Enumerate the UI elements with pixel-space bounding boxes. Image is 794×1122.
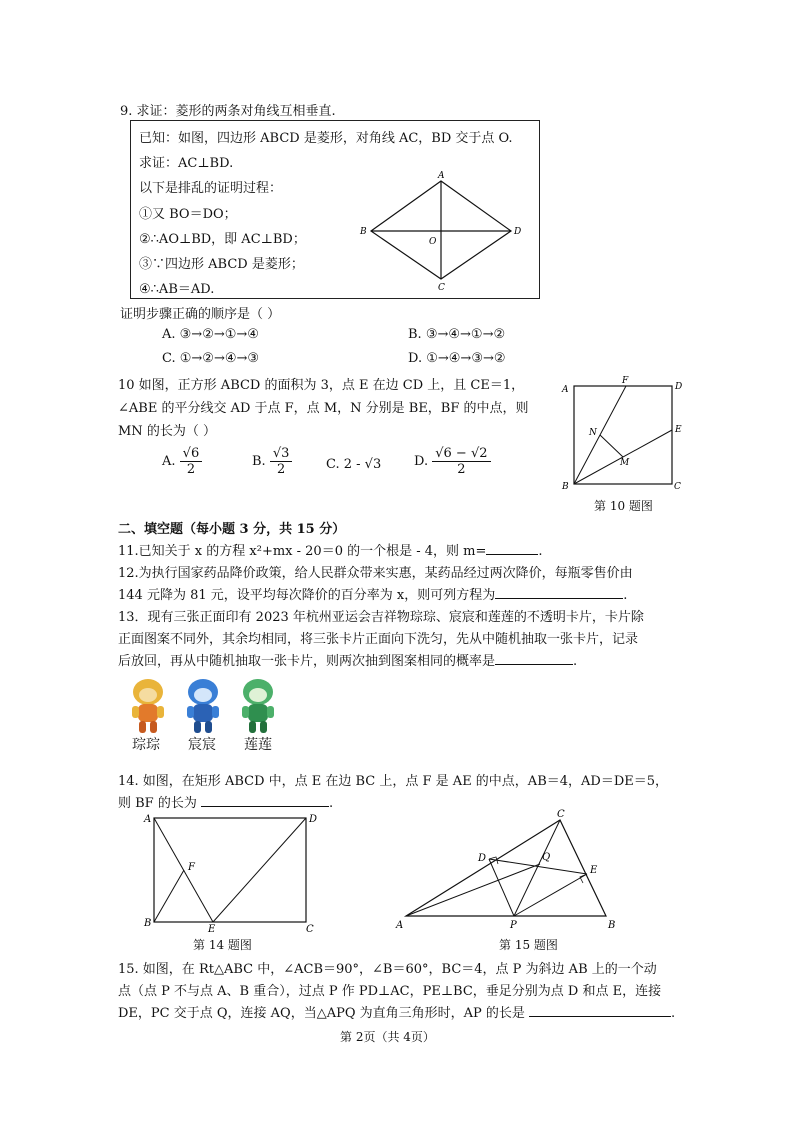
q9-step-2: ②∴AO⊥BD，即 AC⊥BD； bbox=[139, 232, 306, 247]
q9-option-b: B. ③→④→①→② bbox=[408, 327, 506, 342]
q9-option-a: A. ③→②→①→④ bbox=[162, 327, 259, 342]
q9-step-3: ③∵四边形 ABCD 是菱形； bbox=[139, 257, 304, 272]
label-a: A bbox=[438, 171, 445, 181]
label-b: B bbox=[144, 918, 152, 929]
q14-blank[interactable] bbox=[201, 794, 329, 807]
q9-option-c: C. ①→②→④→③ bbox=[162, 351, 260, 366]
q15-line-1: 15. 如图，在 Rt△ABC 中，∠ACB＝90°，∠B＝60°，BC＝4，点 P 为斜边 AB 上的一个动 bbox=[118, 962, 657, 977]
label-e: E bbox=[208, 924, 216, 932]
q9-step-1: ①又 BO＝DO； bbox=[139, 207, 237, 222]
q11: 11.已知关于 x 的方程 x²+mx - 20＝0 的一个根是 - 4，则 m= . bbox=[118, 544, 543, 559]
label-b: B bbox=[360, 227, 367, 237]
q9-proof-box bbox=[130, 120, 540, 299]
q13-line-1: 13．现有三张正面印有 2023 年杭州亚运会吉祥物琮琮、宸宸和莲莲的不透明卡片，卡片除 bbox=[118, 610, 644, 625]
triangle-abc bbox=[406, 820, 606, 916]
q14-caption: 第 14 题图 bbox=[193, 938, 252, 952]
label-c: C bbox=[306, 924, 314, 932]
segment-aq bbox=[406, 864, 540, 916]
label-c: C bbox=[674, 482, 681, 492]
q9-line-intro: 以下是排乱的证明过程： bbox=[139, 181, 283, 196]
q10-line-2: ∠ABE 的平分线交 AD 于点 F，点 M，N 分别是 BE，BF 的中点，则 bbox=[118, 401, 529, 416]
frac-b: $\frac{√3}{2}$ bbox=[270, 446, 293, 477]
q15-blank[interactable] bbox=[529, 1004, 671, 1017]
mascot-lianlian-image bbox=[242, 679, 274, 733]
mascot-label-chenchen: 宸宸 bbox=[188, 737, 216, 753]
label-f: F bbox=[188, 862, 195, 873]
q10-option-b: B. $\frac{√3}{2}$ bbox=[252, 446, 292, 477]
mascot-label-lianlian: 莲莲 bbox=[244, 737, 272, 753]
q15-caption: 第 15 题图 bbox=[499, 938, 558, 952]
q13-line-2: 正面图案不同外，其余均相同，将三张卡片正面向下洗匀，先从中随机抽取一张卡片，记录 bbox=[118, 632, 639, 647]
label-q: Q bbox=[542, 852, 551, 863]
q10-option-c: C. 2 - √3 bbox=[326, 457, 382, 472]
q12-line-1: 12.为执行国家药品降价政策，给人民群众带来实惠，某药品经过两次降价，每瓶零售价由 bbox=[118, 566, 633, 581]
q10-line-1: 10 如图，正方形 ABCD 的面积为 3，点 E 在边 CD 上，且 CE＝1， bbox=[118, 378, 525, 393]
segment-mn bbox=[600, 435, 623, 457]
label-a: A bbox=[396, 920, 404, 930]
q15-line-2: 点（点 P 不与点 A、B 重合），过点 P 作 PD⊥AC，PE⊥BC，垂足分别为点 D 和点 E，连接 bbox=[118, 984, 662, 999]
q10-caption: 第 10 题图 bbox=[594, 499, 653, 513]
frac-a: $\frac{√6}{2}$ bbox=[180, 446, 203, 477]
label-b: B bbox=[562, 482, 569, 492]
q10-line-3: MN 的长为（ ） bbox=[118, 424, 216, 439]
q14-line-1: 14. 如图，在矩形 ABCD 中，点 E 在边 BC 上，点 F 是 AE 的中点，AB＝4，AD＝DE＝5， bbox=[118, 774, 669, 789]
q13-line-3: 后放回，再从中随机抽取一张卡片，则两次抽到图案相同的概率是 . bbox=[118, 654, 578, 669]
q14-line-2: 则 BF 的长为 . bbox=[118, 796, 334, 811]
mascot-figures bbox=[120, 674, 290, 736]
page-footer: 第 2页（共 4页） bbox=[340, 1030, 435, 1044]
q9-step-4: ④∴AB＝AD. bbox=[139, 282, 215, 297]
q9-option-d: D. ①→④→③→② bbox=[408, 351, 506, 366]
q9-ask: 证明步骤正确的顺序是（ ） bbox=[120, 307, 281, 322]
label-d: D bbox=[478, 853, 487, 864]
label-e: E bbox=[675, 425, 682, 435]
label-d: D bbox=[309, 814, 318, 825]
q13-blank[interactable] bbox=[495, 652, 573, 665]
q12-line-2: 144 元降为 81 元，设平均每次降价的百分率为 x，则可列方程为 . bbox=[118, 588, 628, 603]
q9-line-prove: 求证：AC⊥BD. bbox=[139, 156, 234, 171]
q11-blank[interactable] bbox=[486, 542, 538, 555]
frac-d: $\frac{√6 - √2}{2}$ bbox=[432, 446, 490, 477]
label-f: F bbox=[622, 376, 629, 386]
label-c: C bbox=[438, 283, 445, 293]
label-o: O bbox=[429, 237, 437, 247]
q9-rhombus-figure bbox=[356, 169, 536, 294]
q14-rectangle-figure bbox=[140, 808, 325, 932]
mascot-congcong-image bbox=[132, 679, 164, 733]
segment-bf bbox=[154, 870, 184, 922]
segment-pe bbox=[514, 874, 587, 916]
rectangle-abcd bbox=[154, 818, 306, 922]
label-n: N bbox=[589, 428, 597, 438]
q10-square-figure bbox=[556, 374, 686, 492]
q12-blank[interactable] bbox=[495, 586, 623, 599]
label-d: D bbox=[514, 227, 522, 237]
label-a: A bbox=[562, 385, 569, 395]
label-m: M bbox=[620, 458, 630, 468]
q9-line-given: 已知：如图，四边形 ABCD 是菱形，对角线 AC，BD 交于点 O. bbox=[139, 131, 513, 146]
label-c: C bbox=[557, 809, 565, 820]
label-d: D bbox=[675, 382, 683, 392]
label-a: A bbox=[144, 814, 152, 825]
label-p: P bbox=[510, 920, 517, 930]
mascot-chenchen-image bbox=[187, 679, 219, 733]
mascot-label-congcong: 琮琮 bbox=[132, 737, 160, 753]
section-2-title: 二、填空题（每小题 3 分，共 15 分） bbox=[118, 522, 346, 537]
segment-de bbox=[213, 818, 306, 922]
label-e: E bbox=[590, 865, 598, 876]
q15-triangle-figure bbox=[390, 806, 630, 930]
q15-line-3: DE，PC 交于点 Q，连接 AQ，当△APQ 为直角三角形时，AP 的长是 . bbox=[118, 1006, 676, 1021]
q9-stem: 9. 求证：菱形的两条对角线互相垂直. bbox=[120, 104, 336, 119]
q10-option-d: D. $\frac{√6 - √2}{2}$ bbox=[414, 446, 491, 477]
segment-pd bbox=[489, 859, 514, 916]
q10-option-a: A. $\frac{√6}{2}$ bbox=[162, 446, 202, 477]
label-b: B bbox=[608, 920, 616, 930]
